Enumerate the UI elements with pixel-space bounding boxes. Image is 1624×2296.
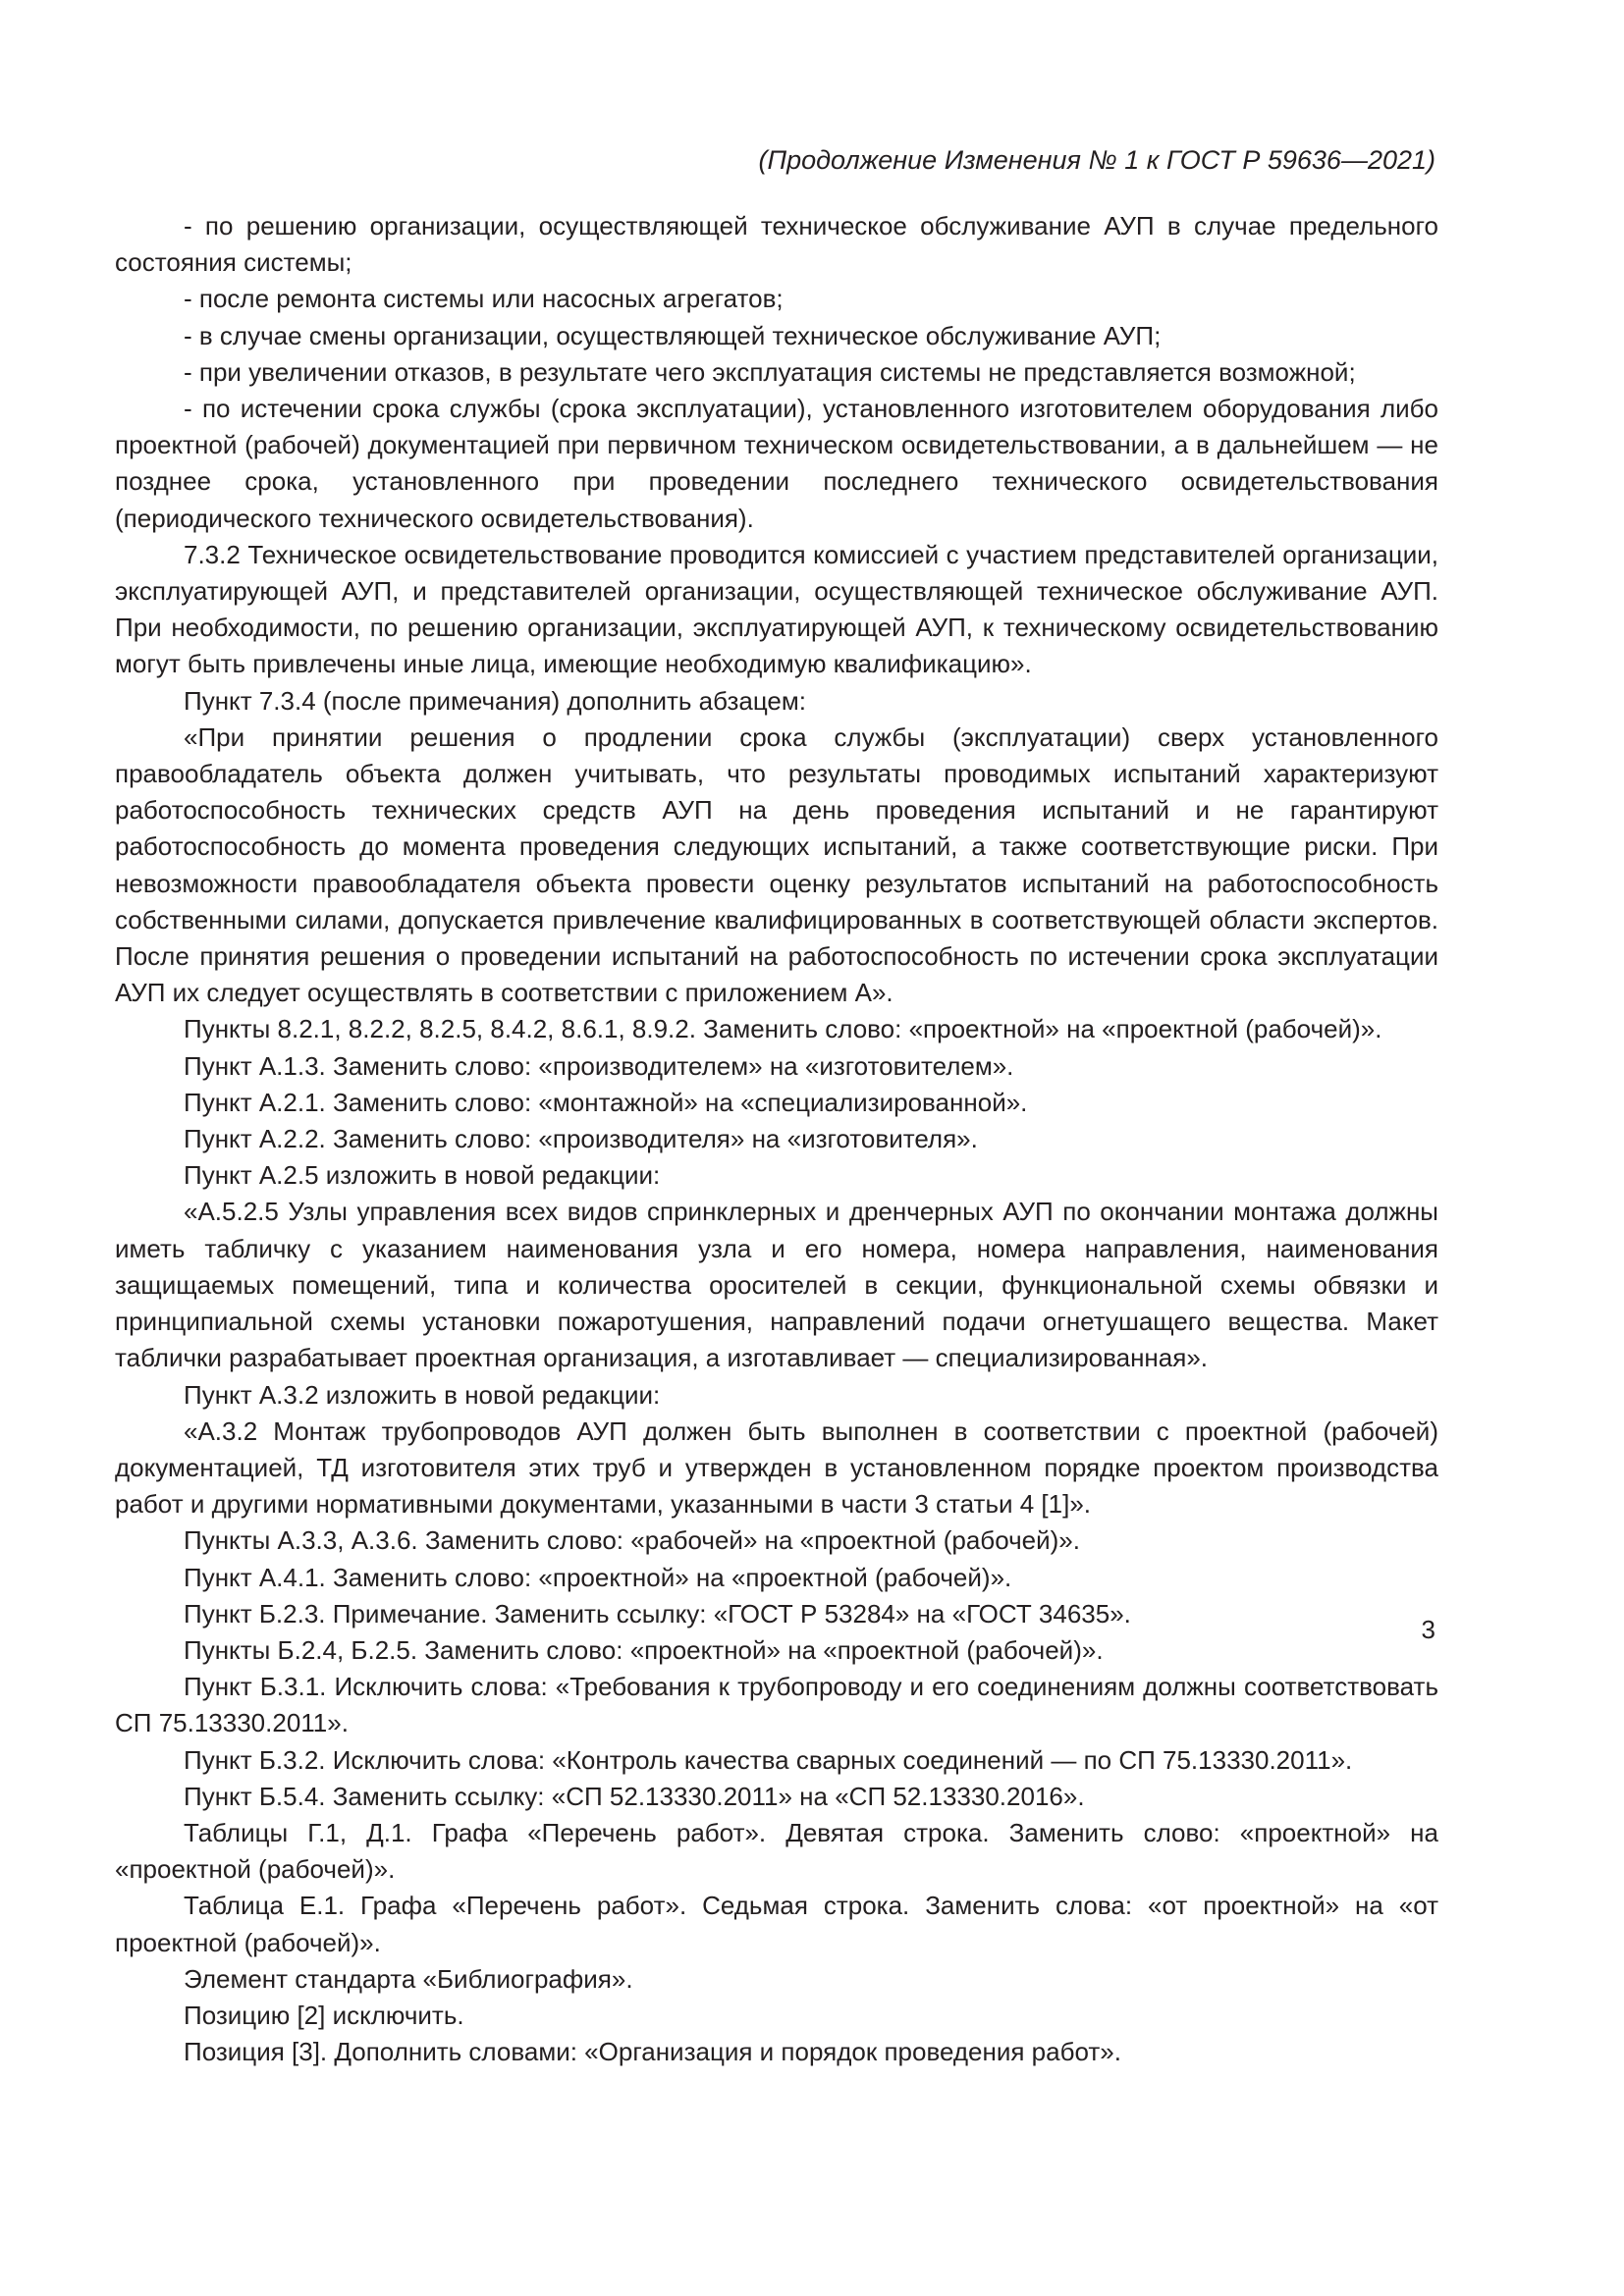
paragraph: 7.3.2 Техническое освидетельствование проводится комиссией с участием представителей организации, эксплуатирующей АУП, и представителей организации, осуществляющей техническое обслуживание АУП. При необходимости, по решению организации, эксплуатирующей АУП, к техническому освидетельствованию могут быть привлечены иные лица, имеющие необходимую квалификацию». xyxy=(115,539,1438,679)
paragraph: Пункты Б.2.4, Б.2.5. Заменить слово: «проектной» на «проектной (рабочей)». xyxy=(184,1634,1104,1665)
page-number: 3 xyxy=(1421,1615,1435,1644)
paragraph: - в случае смены организации, осуществляющей техническое обслуживание АУП; xyxy=(184,320,1162,350)
paragraph: Пункт Б.2.3. Примечание. Заменить ссылку: «ГОСТ Р 53284» на «ГОСТ 34635». xyxy=(184,1598,1131,1629)
paragraph: Позиция [3]. Дополнить словами: «Организация и порядок проведения работ». xyxy=(184,2037,1121,2067)
paragraph: Пункт Б.3.2. Исключить слова: «Контроль качества сварных соединений — по СП 75.13330.2011». xyxy=(184,1744,1353,1775)
paragraph: Элемент стандарта «Библиография». xyxy=(184,1963,633,1994)
paragraph: Пункт А.4.1. Заменить слово: «проектной» на «проектной (рабочей)». xyxy=(184,1562,1012,1592)
paragraph: Пункт А.2.2. Заменить слово: «производителя» на «изготовителя». xyxy=(184,1124,978,1154)
paragraph: Пункт А.2.1. Заменить слово: «монтажной» на «специализированной». xyxy=(184,1087,1028,1117)
paragraph: - по решению организации, осуществляющей техническое обслуживание АУП в случае предельного состояния системы; xyxy=(115,211,1438,278)
paragraph: Позицию [2] исключить. xyxy=(184,2000,464,2030)
paragraph: Таблица Е.1. Графа «Перечень работ». Седьмая строка. Заменить слова: «от проектной» на «от проектной (рабочей)». xyxy=(115,1891,1438,1957)
paragraph: Пункт А.1.3. Заменить слово: «производителем» на «изготовителем». xyxy=(184,1050,1014,1081)
paragraph: - по истечении срока службы (срока эксплуатации), установленного изготовителем оборудования либо проектной (рабочей) документацией при первичном техническом освидетельствовании, а в дальнейшем — не позднее срока, установленного при проведении последнего технического освидетельствования (периодического технического освидетельствования). xyxy=(115,394,1438,533)
paragraph: «А.5.2.5 Узлы управления всех видов спринклерных и дренчерных АУП по окончании монтажа должны иметь табличку с указанием наименования узла и его номера, номера направления, наименования защищаемых помещений, типа и количества оросителей в секции, функциональной схемы обвязки и принципиальной схемы установки пожаротушения, направлений подачи огнетушащего вещества. Макет таблички разрабатывает проектная организация, а изготавливает — специализированная». xyxy=(115,1197,1438,1373)
running-header: (Продолжение Изменения № 1 к ГОСТ Р 59636—2021) xyxy=(758,145,1435,175)
paragraph: Пункт А.2.5 изложить в новой редакции: xyxy=(184,1160,661,1191)
paragraph: Пункт Б.3.1. Исключить слова: «Требования к трубопроводу и его соединениям должны соответствовать СП 75.13330.2011». xyxy=(115,1672,1438,1738)
paragraph: «При принятии решения о продлении срока службы (эксплуатации) сверх установленного правообладатель объекта должен учитывать, что результаты проводимых испытаний характеризуют работоспособность технических средств АУП на день проведения испытаний и не гарантируют работоспособность до момента проведения следующих испытаний, а также соответствующие риски. При невозможности правообладателя объекта провести оценку результатов испытаний на работоспособность собственными силами, допускается привлечение квалифицированных в соответствующей области экспертов. После принятия решения о проведении испытаний на работоспособность по истечении срока эксплуатации АУП их следует осуществлять в соответствии с приложением А». xyxy=(115,721,1438,1008)
paragraph: Пункт А.3.2 изложить в новой редакции: xyxy=(184,1379,661,1410)
paragraph: Таблицы Г.1, Д.1. Графа «Перечень работ». Девятая строка. Заменить слово: «проектной» на «проектной (рабочей)». xyxy=(115,1817,1438,1885)
paragraph: Пункты 8.2.1, 8.2.2, 8.2.5, 8.4.2, 8.6.1, 8.9.2. Заменить слово: «проектной» на «проектной (рабочей)». xyxy=(184,1014,1382,1044)
paragraph: - при увеличении отказов, в результате чего эксплуатация системы не представляется возможной; xyxy=(184,356,1356,387)
paragraph: Пункт Б.5.4. Заменить ссылку: «СП 52.13330.2011» на «СП 52.13330.2016». xyxy=(184,1781,1085,1811)
paragraph: - после ремонта системы или насосных агрегатов; xyxy=(184,284,784,314)
document-body xyxy=(115,208,1438,2070)
paragraph: Пункт 7.3.4 (после примечания) дополнить абзацем: xyxy=(184,685,806,716)
paragraph: «А.3.2 Монтаж трубопроводов АУП должен быть выполнен в соответствии с проектной (рабочей) документацией, ТД изготовителя этих труб и утвержден в установленном порядке проектом производства работ и другими нормативными документами, указанными в части 3 статьи 4 [1]». xyxy=(115,1415,1438,1520)
paragraph: Пункты А.3.3, А.3.6. Заменить слово: «рабочей» на «проектной (рабочей)». xyxy=(184,1525,1080,1556)
